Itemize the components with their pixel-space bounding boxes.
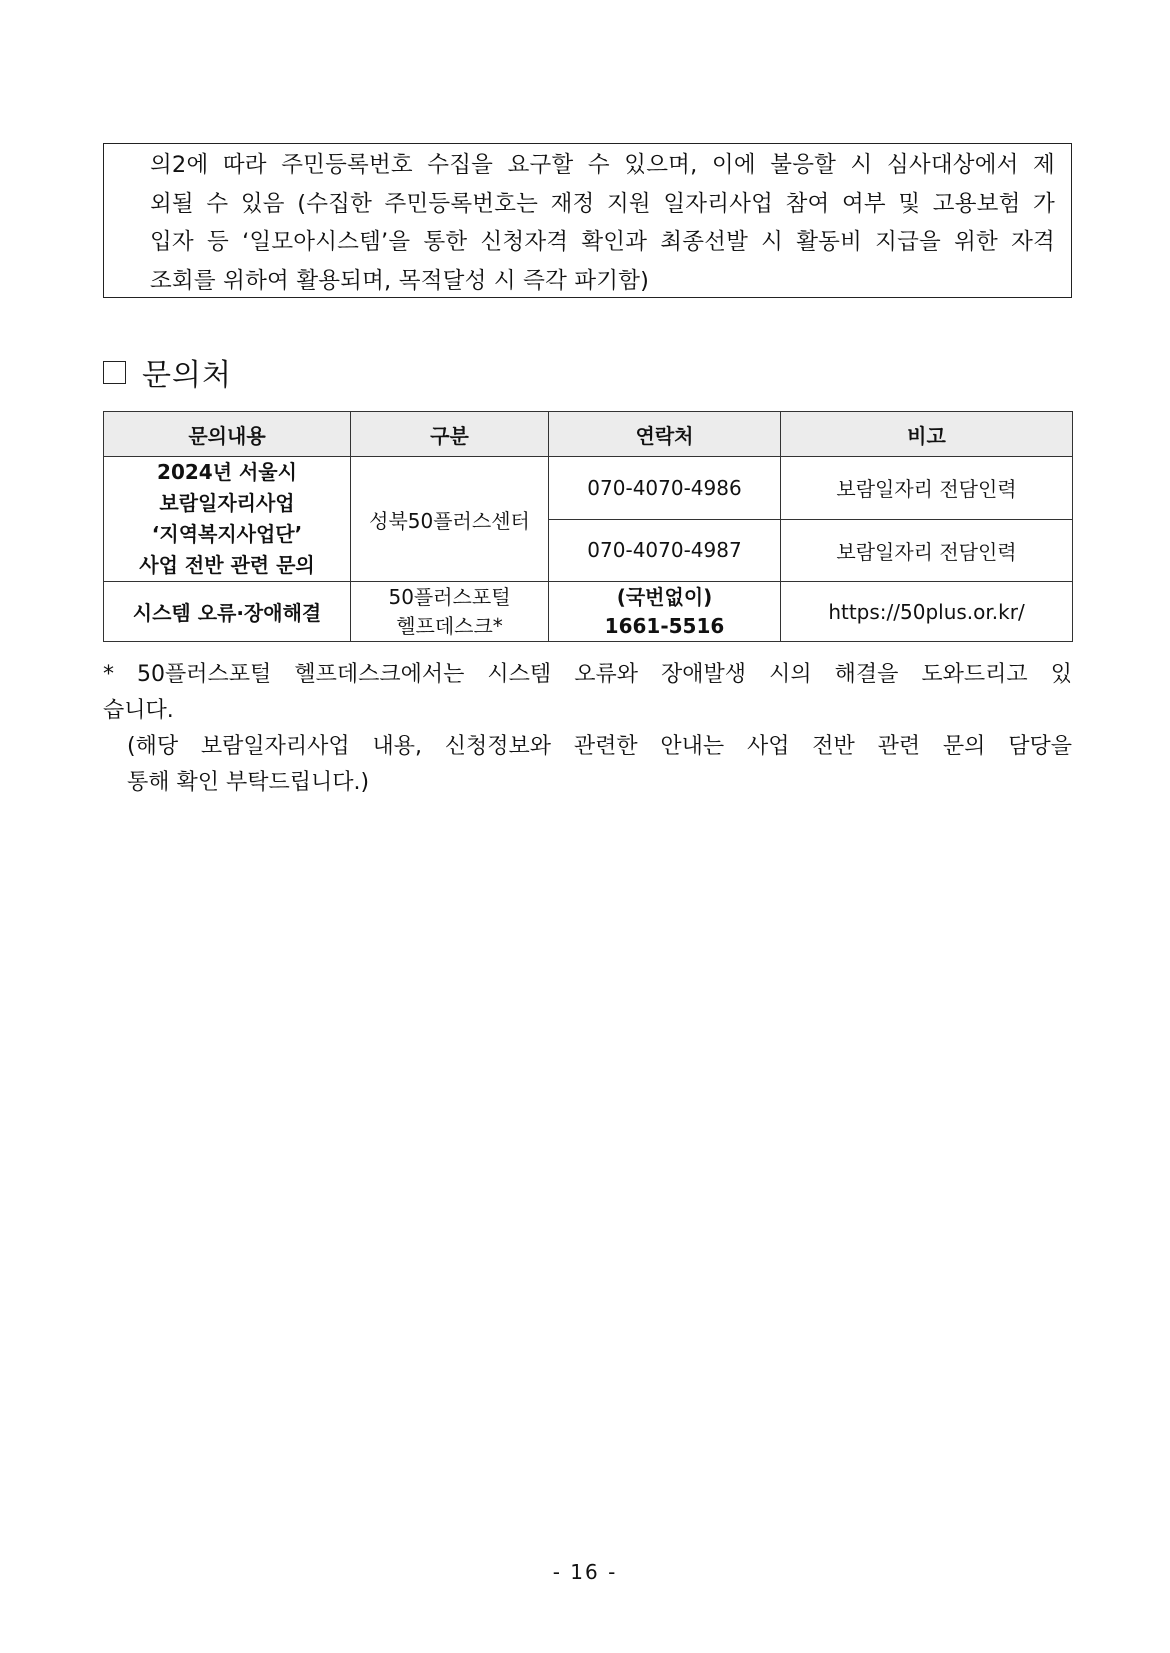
footnote-line: 통해 확인 부탁드립니다.): [127, 770, 370, 795]
contact-line: 1661-5516: [604, 613, 725, 638]
header-category: 구분: [351, 412, 549, 457]
cell-contact: 070-4070-4987: [549, 519, 781, 582]
section-heading: [103, 350, 232, 394]
cell-note: 보람일자리 전담인력: [781, 457, 1073, 520]
content-line: 보람일자리사업: [159, 491, 295, 515]
cell-note-url[interactable]: https://50plus.or.kr/: [781, 582, 1073, 642]
content-line: 2024년 서울시: [157, 460, 297, 484]
table-header-row: [104, 412, 1073, 457]
table-row: [104, 582, 1073, 642]
contact-line: (국번없이): [616, 584, 713, 609]
category-line: 헬프데스크*: [396, 613, 503, 638]
cell-content: 시스템 오류·장애해결: [104, 582, 351, 642]
cell-category: [351, 582, 549, 642]
checkbox-icon: [103, 361, 126, 384]
category-line: 50플러스포털: [388, 584, 511, 609]
header-note: 비고: [781, 412, 1073, 457]
footnote-line: * 50플러스포털 헬프데스크에서는 시스템 오류와 장애발생 시의 해결을 도와드리고 있: [103, 662, 1072, 687]
footnote: [103, 657, 1072, 801]
cell-content: [104, 457, 351, 582]
notice-line: 입자 등 ‘일모아시스템’을 통한 신청자격 확인과 최종선발 시 활동비 지급을 위한 자격: [150, 229, 1055, 255]
notice-line: 의2에 따라 주민등록번호 수집을 요구할 수 있으며, 이에 불응할 시 심사대상에서 제: [150, 152, 1055, 178]
section-title: 문의처: [142, 358, 232, 393]
cell-contact: 070-4070-4986: [549, 457, 781, 520]
contact-table: [103, 411, 1073, 642]
header-contact: 연락처: [549, 412, 781, 457]
footnote-line: (해당 보람일자리사업 내용, 신청정보와 관련한 안내는 사업 전반 관련 문의 담당을: [127, 734, 1072, 759]
cell-category: 성북50플러스센터: [351, 457, 549, 582]
content-line: 사업 전반 관련 문의: [139, 553, 315, 577]
content-line: ‘지역복지사업단’: [151, 522, 303, 546]
cell-contact: [549, 582, 781, 642]
notice-line: 조회를 위하여 활용되며, 목적달성 시 즉각 파기함): [150, 267, 650, 294]
footnote-line: 습니다.: [103, 698, 174, 723]
page-number: - 16 -: [552, 1560, 618, 1584]
notice-box: [103, 143, 1072, 298]
table-row: [104, 457, 1073, 520]
notice-line: 외될 수 있음 (수집한 주민등록번호는 재정 지원 일자리사업 참여 여부 및 고용보험 가: [150, 190, 1055, 217]
header-content: 문의내용: [104, 412, 351, 457]
cell-note: 보람일자리 전담인력: [781, 519, 1073, 582]
